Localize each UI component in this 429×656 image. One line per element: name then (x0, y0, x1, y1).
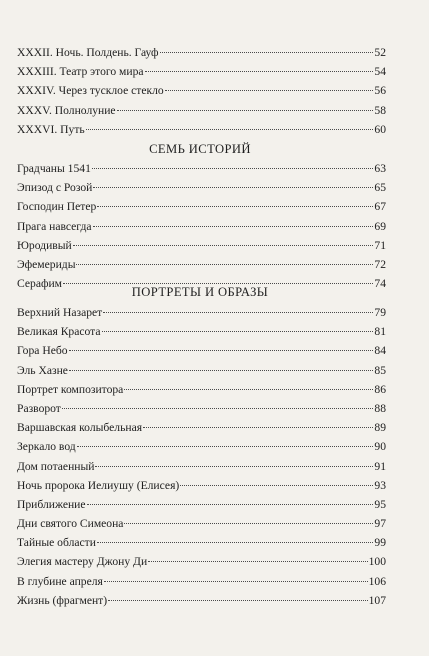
toc-entry-page-number: 97 (374, 517, 386, 531)
toc-entry (17, 476, 386, 495)
dot-leader (62, 408, 374, 409)
toc-entry-title: Эфемериды (17, 257, 76, 271)
dot-leader (104, 581, 368, 582)
toc-entry-page-number: 65 (374, 181, 386, 195)
toc-entry (17, 380, 386, 399)
dot-leader (117, 110, 374, 111)
toc-entry-title: Дни святого Симеона (17, 517, 124, 531)
toc-entry-page-number: 71 (374, 238, 386, 252)
toc-entry-page-number: 99 (374, 536, 386, 550)
toc-entry-title: Гора Небо (17, 344, 68, 358)
dot-leader (108, 600, 368, 601)
toc-entry-title: Градчаны 1541 (17, 162, 91, 175)
dot-leader (87, 504, 374, 505)
toc-entry-page-number: 106 (368, 574, 386, 588)
toc-entry-page-number: 79 (374, 306, 386, 319)
dot-leader (145, 71, 374, 72)
dot-leader (76, 264, 373, 265)
toc-part-1 (17, 43, 386, 139)
toc-entry-page-number: 89 (374, 421, 386, 435)
toc-entry-title: Ночь пророка Иелиушу (Елисея) (17, 478, 180, 492)
dot-leader (160, 52, 374, 53)
toc-entry (17, 457, 386, 476)
toc-entry (17, 255, 386, 274)
dot-leader (97, 542, 373, 543)
toc-entry-page-number: 88 (374, 401, 386, 415)
toc-entry-page-number: 85 (374, 363, 386, 377)
toc-entry-title: Портрет композитора (17, 382, 124, 396)
toc-part-3 (17, 303, 386, 610)
dot-leader (93, 187, 373, 188)
toc-entry-page-number: 95 (374, 497, 386, 511)
toc-entry-title: Господин Петер (17, 200, 97, 214)
toc-entry-page-number: 63 (374, 162, 386, 175)
toc-entry (17, 120, 386, 139)
dot-leader (92, 168, 374, 169)
dot-leader (77, 446, 374, 447)
toc-entry (17, 361, 386, 380)
dot-leader (86, 129, 374, 130)
toc-entry-title: Верхний Назарет (17, 306, 103, 319)
toc-entry-page-number: 54 (374, 65, 386, 79)
toc-entry (17, 322, 386, 341)
dot-leader (93, 226, 374, 227)
dot-leader (97, 206, 373, 207)
toc-entry-page-number: 86 (374, 382, 386, 396)
toc-entry (17, 514, 386, 533)
section-title-seven-stories: СЕМЬ ИСТОРИЙ (149, 142, 251, 156)
dot-leader (69, 350, 374, 351)
toc-entry-title: Варшавская колыбельная (17, 421, 143, 435)
toc-entry (17, 418, 386, 437)
dot-leader (73, 245, 374, 246)
toc-entry (17, 159, 386, 178)
toc-entry-page-number: 74 (374, 277, 386, 291)
dot-leader (63, 283, 373, 284)
toc-entry-page-number: 90 (374, 440, 386, 454)
toc-entry-page-number: 72 (374, 257, 386, 271)
toc-entry-title: Эпизод с Розой (17, 181, 93, 195)
toc-entry-title: Тайные области (17, 536, 96, 550)
dot-leader (165, 90, 374, 91)
toc-entry (17, 303, 386, 322)
toc-entry (17, 399, 386, 418)
toc-entry-page-number: 91 (374, 459, 386, 473)
toc-entry-title: XXXII. Ночь. Полдень. Гауф (17, 46, 159, 59)
dot-leader (124, 389, 373, 390)
toc-entry-page-number: 67 (374, 200, 386, 214)
toc-entry (17, 533, 386, 552)
toc-entry (17, 81, 386, 100)
toc-entry (17, 552, 386, 571)
toc-entry (17, 62, 386, 81)
toc-entry-page-number: 81 (374, 325, 386, 339)
toc-entry (17, 236, 386, 255)
toc-entry-title: XXXIII. Театр этого мира (17, 65, 144, 79)
dot-leader (143, 427, 373, 428)
toc-entry (17, 495, 386, 514)
toc-entry (17, 437, 386, 456)
toc-entry-page-number: 56 (374, 84, 386, 98)
toc-entry-title: Прага навсегда (17, 219, 92, 233)
toc-entry-page-number: 52 (374, 46, 386, 59)
toc-entry-title: Эль Хазне (17, 363, 68, 377)
toc-entry-title: XXXVI. Путь (17, 122, 85, 136)
toc-entry-page-number: 84 (374, 344, 386, 358)
toc-entry-title: XXXIV. Через тусклое стекло (17, 84, 164, 98)
toc-part-2 (17, 159, 386, 293)
toc-entry (17, 572, 386, 591)
dot-leader (95, 466, 373, 467)
toc-entry-title: Жизнь (фрагмент) (17, 593, 108, 607)
toc-entry-page-number: 93 (374, 478, 386, 492)
toc-entry-page-number: 58 (374, 103, 386, 117)
toc-entry (17, 178, 386, 197)
dot-leader (102, 331, 374, 332)
toc-entry-title: Приближение (17, 497, 86, 511)
section-title-portraits: ПОРТРЕТЫ И ОБРАЗЫ (131, 285, 269, 299)
dot-leader (180, 485, 373, 486)
toc-entry-title: Дом потаенный (17, 459, 95, 473)
toc-entry (17, 197, 386, 216)
toc-entry (17, 43, 386, 62)
dot-leader (124, 523, 373, 524)
toc-entry (17, 341, 386, 360)
toc-entry (17, 101, 386, 120)
dot-leader (69, 370, 373, 371)
toc-entry-title: Разворот (17, 401, 61, 415)
toc-entry-page-number: 100 (368, 555, 386, 569)
toc-entry-title: Юродивый (17, 238, 72, 252)
toc-entry-title: Элегия мастеру Джону Ди (17, 555, 148, 569)
toc-entry-page-number: 107 (368, 593, 386, 607)
toc-entry (17, 217, 386, 236)
toc-entry-title: Серафим (17, 277, 63, 291)
toc-entry-title: В глубине апреля (17, 574, 103, 588)
dot-leader (103, 312, 373, 313)
dot-leader (148, 561, 367, 562)
toc-entry-title: XXXV. Полнолуние (17, 103, 116, 117)
toc-entry-title: Великая Красота (17, 325, 101, 339)
toc-entry-page-number: 60 (374, 122, 386, 136)
toc-entry-title: Зеркало вод (17, 440, 76, 454)
toc-entry-page-number: 69 (374, 219, 386, 233)
toc-entry (17, 591, 386, 610)
